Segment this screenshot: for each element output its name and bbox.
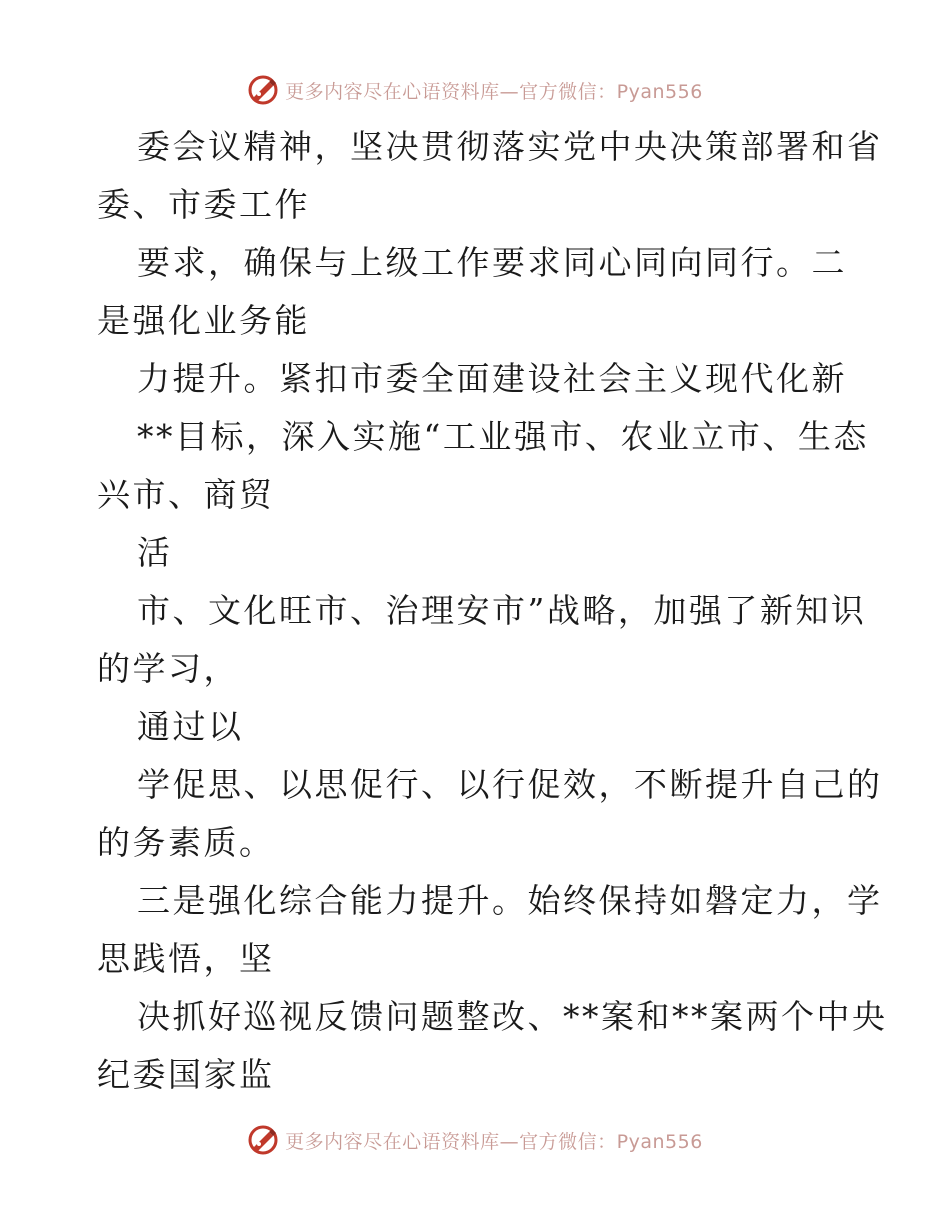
body-line: 思践悟，坚 (97, 939, 275, 978)
body-line: 学促思、以思促行、以行促效，不断提升自己的 (137, 765, 883, 804)
footer-watermark-text: 更多内容尽在心语资料库—官方微信：Pyan556 (285, 1130, 703, 1153)
body-line: 要求，确保与上级工作要求同心同向同行。二 (137, 243, 847, 282)
page-header (0, 70, 950, 110)
body-line: **目标，深入实施“工业强市、农业立市、生态 (137, 417, 869, 456)
page-footer (0, 1120, 950, 1160)
document-body (97, 118, 888, 1104)
body-line: 的学习， (97, 649, 239, 688)
footer-watermark (247, 1124, 703, 1156)
body-line: 兴市、商贸 (97, 475, 275, 514)
body-line: 委、市委工作 (97, 185, 310, 224)
body-line: 纪委国家监 (97, 1055, 275, 1094)
body-line: 的务素质。 (97, 823, 275, 862)
pen-seal-logo-icon (247, 1124, 279, 1156)
pen-seal-logo-icon (247, 74, 279, 106)
body-line: 活 (137, 533, 173, 572)
header-watermark (247, 74, 703, 106)
body-line: 决抓好巡视反馈问题整改、**案和**案两个中央 (137, 997, 888, 1036)
body-line: 是强化业务能 (97, 301, 310, 340)
header-watermark-text: 更多内容尽在心语资料库—官方微信：Pyan556 (285, 80, 703, 103)
body-line: 通过以 (137, 707, 244, 746)
body-line: 市、文化旺市、治理安市”战略，加强了新知识 (137, 591, 867, 630)
body-line: 委会议精神，坚决贯彻落实党中央决策部署和省 (137, 127, 883, 166)
body-line: 力提升。紧扣市委全面建设社会主义现代化新 (137, 359, 847, 398)
body-line: 三是强化综合能力提升。始终保持如磐定力，学 (137, 881, 883, 920)
